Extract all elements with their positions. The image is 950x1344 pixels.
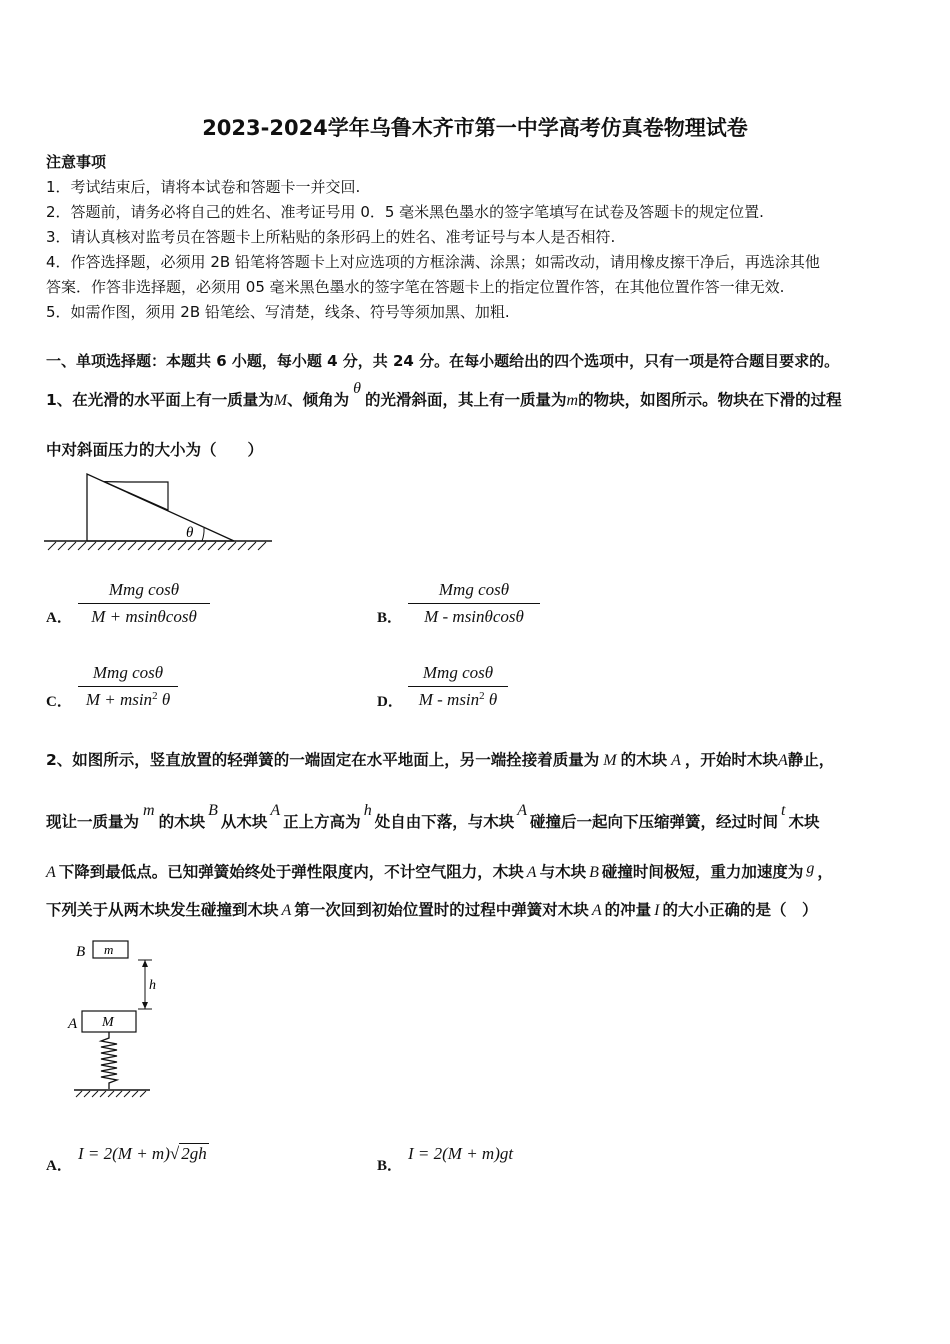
fig-label-m: m (104, 942, 114, 957)
fig-theta-label: θ (186, 525, 194, 541)
q2-option-b-label: B． (377, 1158, 403, 1174)
q2-option-b-formula: I = 2(M + m)gt (408, 1144, 514, 1163)
incline-figure (44, 470, 276, 554)
q2-option-a-label: A． (46, 1158, 72, 1174)
q2-option-a-formula: I = 2(M + m)√ 2gh (78, 1144, 207, 1163)
q1-option-c-fraction: Mmg cosθ M + msin$^2$ θ (78, 663, 178, 710)
q1-option-a-label: A． (46, 610, 72, 626)
section-heading: 一、单项选择题：本题共 6 小题，每小题 4 分，共 24 分。在每小题给出的四个选项中，只有一项是符合题目要求的。 (46, 352, 840, 370)
note-5: 5．如需作图，须用 2B 铅笔绘、写清楚，线条、符号等须加黑、加粗. (46, 303, 510, 321)
q1-stem-line2: 中对斜面压力的大小为（ ） (46, 441, 264, 459)
fig-label-h: h (149, 978, 156, 993)
spring (101, 1032, 117, 1089)
q1-option-b-fraction: Mmg cosθ M - msinθcosθ (408, 580, 540, 627)
q1-option-d-label: D． (377, 694, 403, 710)
q1-stem-line1: 1、在光滑的水平面上有一质量为M、倾角为θ的光滑斜面，其上有一质量为m的物块，如图所示。物块在下滑的过程 (46, 380, 842, 409)
fig-label-b: B (76, 944, 86, 960)
q2-stem-line1: 2、如图所示，竖直放置的轻弹簧的一端固定在水平地面上，另一端拴接着质量为 M 的木块 A ，开始时木块A静止， (46, 751, 835, 769)
note-1: 1．考试结束后，请将本试卷和答题卡一并交回. (46, 178, 361, 196)
block-on-incline (104, 482, 168, 510)
angle-arc (202, 528, 204, 541)
q2-stem-line3: A 下降到最低点。已知弹簧始终处于弹性限度内，不计空气阻力，木块 A 与木块 B 碰撞时间极短，重力加速度为 g ， (46, 860, 833, 881)
height-arrow-top (142, 960, 148, 967)
height-arrow-bottom (142, 1002, 148, 1009)
note-3: 3．请认真核对监考员在答题卡上所粘贴的条形码上的姓名、准考证号与本人是否相符. (46, 228, 616, 246)
note-2: 2．答题前，请务必将自己的姓名、准考证号用 0．5 毫米黑色墨水的签字笔填写在试卷及答题卡的规定位置. (46, 203, 764, 221)
q1-option-d-fraction: Mmg cosθ M - msin$^2$ θ (408, 663, 508, 710)
q1-option-c-label: C． (46, 694, 72, 710)
q2-stem-line4: 下列关于从两木块发生碰撞到木块 A 第一次回到初始位置时的过程中弹簧对木块 A 的冲量 I 的大小正确的是（ ） (46, 901, 818, 919)
q2-stem-line2: 现让一质量为m的木块B从木块A正上方高为h处自由下落，与木块A碰撞后一起向下压缩弹簧，经过时间t木块 (46, 802, 820, 831)
spring-block-figure (66, 936, 156, 1100)
fig-label-a: A (68, 1016, 78, 1032)
note-4-cont: 答案．作答非选择题，必须用 05 毫米黑色墨水的签字笔在答题卡上的指定位置作答，在其他位置作答一律无效. (46, 278, 785, 296)
floor-hatching (76, 1091, 146, 1097)
fig-label-bigm: M (102, 1015, 114, 1030)
ground-hatching (48, 542, 266, 550)
q1-option-a-fraction: Mmg cosθ M + msinθcosθ (78, 580, 210, 627)
q1-option-b-label: B． (377, 610, 403, 626)
note-4: 4．作答选择题，必须用 2B 铅笔将答题卡上对应选项的方框涂满、涂黑；如需改动，请用橡皮擦干净后，再选涂其他 (46, 253, 820, 271)
page-title: 2023-2024学年乌鲁木齐市第一中学高考仿真卷物理试卷 (202, 116, 748, 140)
notes-heading: 注意事项 (46, 153, 107, 171)
